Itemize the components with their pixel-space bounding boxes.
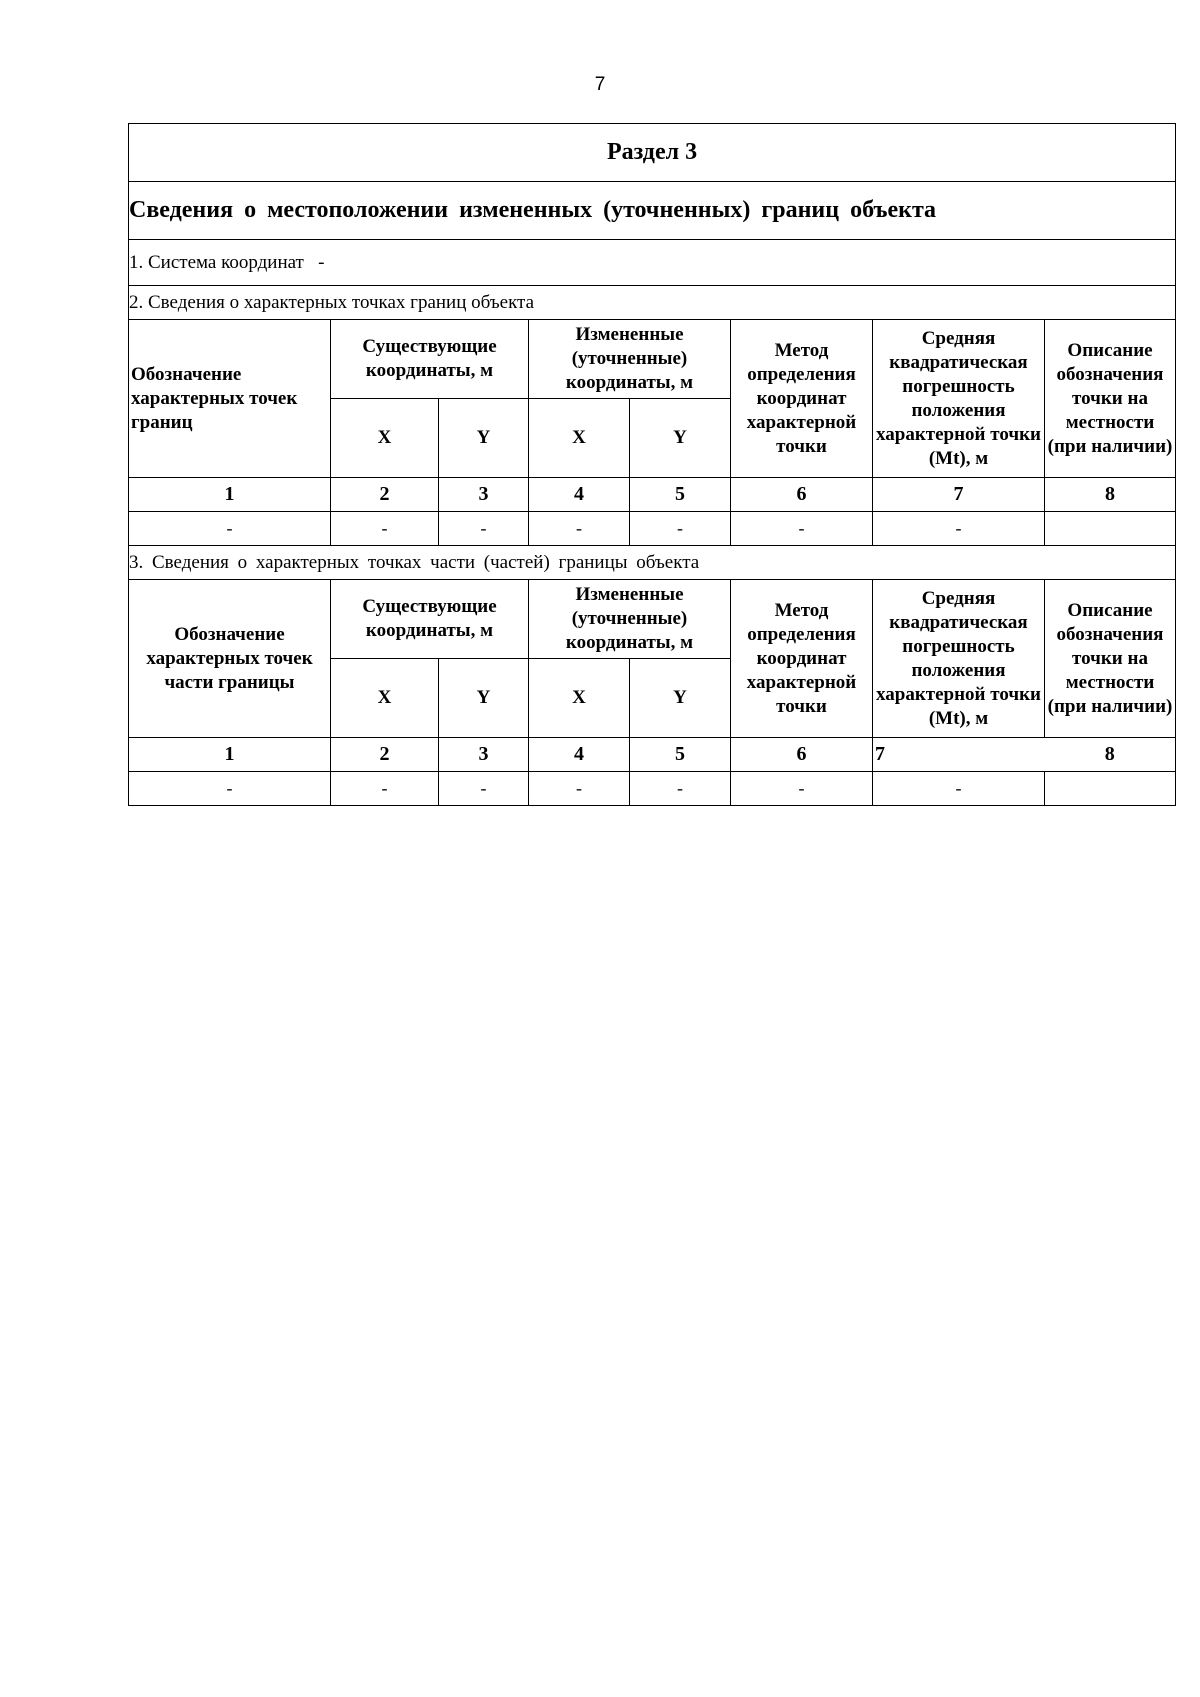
table1-header-y-changed: Y	[630, 399, 731, 478]
table-cell: -	[630, 772, 731, 806]
table2-header-error: Средняя квадратическая погрешность положения характерной точки (Mt), м	[873, 580, 1045, 738]
table1-column-numbers	[129, 478, 1176, 512]
table-cell	[1045, 772, 1176, 806]
column-number: 8	[1045, 738, 1176, 772]
table-row	[129, 512, 1176, 546]
column-number: 4	[529, 478, 630, 512]
table1-header-method: Метод определения координат характерной точки	[731, 320, 873, 478]
table-row	[129, 772, 1176, 806]
table-cell	[1045, 512, 1176, 546]
table-cell: -	[129, 512, 331, 546]
table2-header-changed: Измененные (уточненные) координаты, м	[529, 580, 731, 659]
column-number: 2	[331, 738, 439, 772]
coordinate-system: 1. Система координат -	[129, 240, 1176, 286]
table1-header-changed: Измененные (уточненные) координаты, м	[529, 320, 731, 399]
table2-caption: 3. Сведения о характерных точках части (частей) границы объекта	[129, 546, 1176, 580]
page-number: 7	[594, 74, 606, 95]
table-cell: -	[331, 512, 439, 546]
table1-header-y-existing: Y	[439, 399, 529, 478]
table2-header-method: Метод определения координат характерной точки	[731, 580, 873, 738]
column-number: 8	[1045, 478, 1176, 512]
column-number: 5	[630, 478, 731, 512]
table2-header-existing: Существующие координаты, м	[331, 580, 529, 659]
table2-header-x-changed: X	[529, 659, 630, 738]
table-cell: -	[873, 512, 1045, 546]
table2-header-y-existing: Y	[439, 659, 529, 738]
table-cell: -	[731, 512, 873, 546]
table2-column-numbers	[129, 738, 1176, 772]
table-cell: -	[129, 772, 331, 806]
table-cell: -	[873, 772, 1045, 806]
column-number: 6	[731, 738, 873, 772]
column-number: 1	[129, 738, 331, 772]
table1-caption: 2. Сведения о характерных точках границ объекта	[129, 286, 1176, 320]
column-number: 6	[731, 478, 873, 512]
table1-header-description: Описание обозначения точки на местности (при наличии)	[1045, 320, 1176, 478]
table1-header-x-existing: X	[331, 399, 439, 478]
table-cell: -	[529, 512, 630, 546]
column-number: 7	[873, 738, 1045, 772]
column-number: 2	[331, 478, 439, 512]
column-number: 4	[529, 738, 630, 772]
table2-header-designation: Обозначение характерных точек части границы	[129, 580, 331, 738]
table2-header-description: Описание обозначения точки на местности (при наличии)	[1045, 580, 1176, 738]
table-cell: -	[529, 772, 630, 806]
table-cell: -	[630, 512, 731, 546]
table2-header-y-changed: Y	[630, 659, 731, 738]
table-cell: -	[439, 512, 529, 546]
table1-header-designation: Обозначение характерных точек границ	[129, 320, 331, 478]
table1-header-existing: Существующие координаты, м	[331, 320, 529, 399]
section-subtitle: Сведения о местоположении измененных (уточненных) границ объекта	[129, 182, 1176, 240]
column-number: 7	[873, 478, 1045, 512]
table1-header-x-changed: X	[529, 399, 630, 478]
table-cell: -	[439, 772, 529, 806]
section-title: Раздел 3	[129, 124, 1176, 182]
column-number: 3	[439, 738, 529, 772]
column-number: 3	[439, 478, 529, 512]
section-3-table	[128, 123, 1176, 806]
table1-header-error: Средняя квадратическая погрешность положения характерной точки (Mt), м	[873, 320, 1045, 478]
table-cell: -	[731, 772, 873, 806]
table-cell: -	[331, 772, 439, 806]
column-number: 5	[630, 738, 731, 772]
column-number: 1	[129, 478, 331, 512]
table2-header-x-existing: X	[331, 659, 439, 738]
